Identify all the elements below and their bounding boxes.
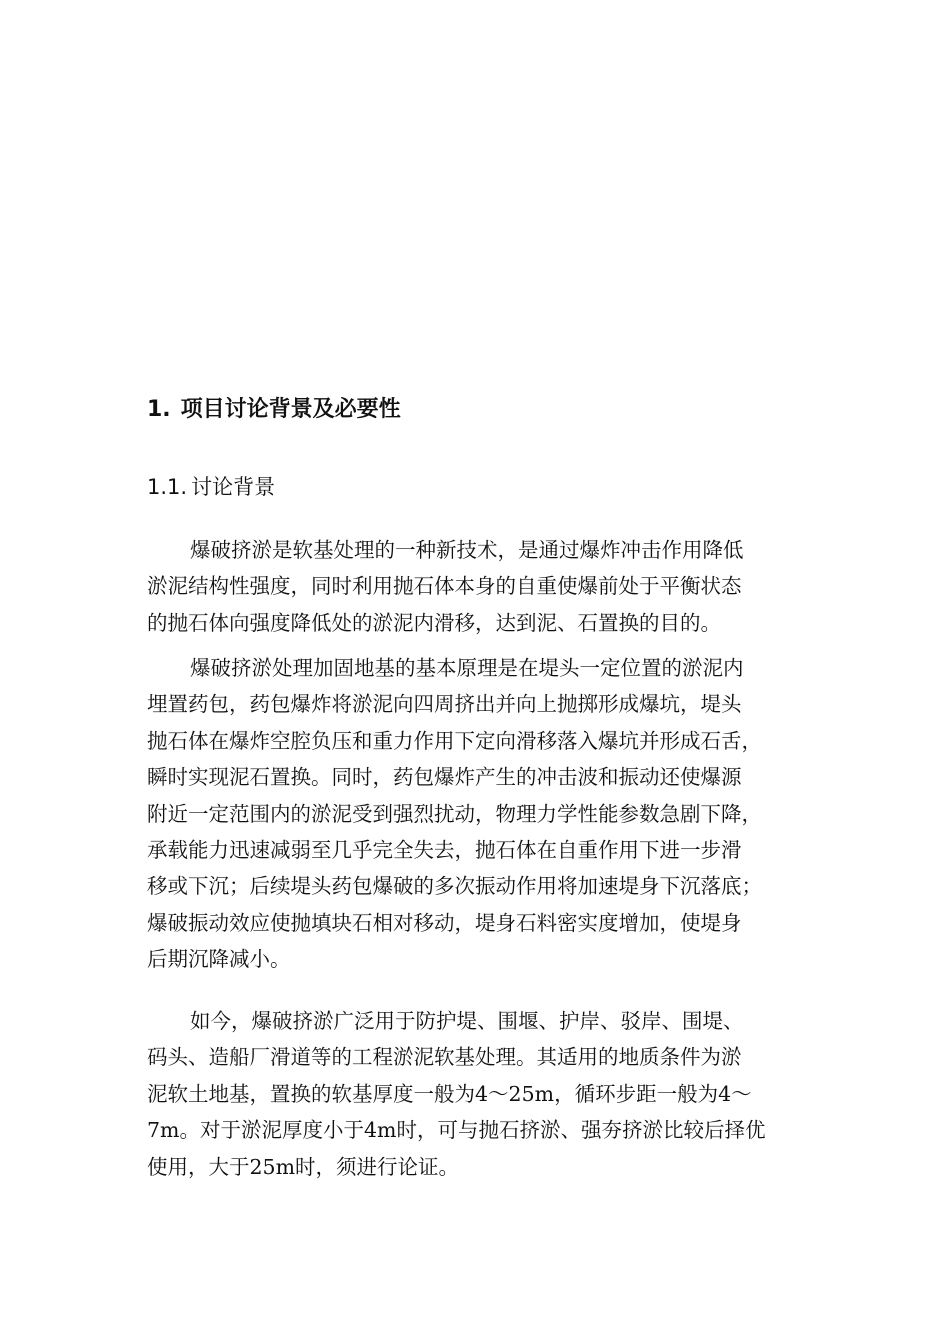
paragraph-line: 爆破挤淤处理加固地基的基本原理是在堤头一定位置的淤泥内 [190, 656, 744, 680]
paragraph-3 [147, 1003, 807, 1185]
paragraph-line: 使用，大于25m时，须进行论证。 [147, 1154, 460, 1179]
paragraph-line: 抛石体在爆炸空腔负压和重力作用下定向滑移落入爆坑并形成石舌， [147, 728, 762, 753]
subsection-number: 1.1. [147, 475, 188, 499]
paragraph-line: 爆破挤淤是软基处理的一种新技术，是通过爆炸冲击作用降低 [190, 538, 744, 562]
paragraph-line: 承载能力迅速减弱至几乎完全失去，抛石体在自重作用下进一步滑 [147, 837, 742, 862]
paragraph-line: 码头、造船厂滑道等的工程淤泥软基处理。其适用的地质条件为淤 [147, 1045, 742, 1070]
paragraph-line: 埋置药包，药包爆炸将淤泥向四周挤出并向上抛掷形成爆坑，堤头 [147, 692, 742, 717]
paragraph-line: 泥软土地基，置换的软基厚度一般为4～25m，循环步距一般为4～ [147, 1081, 752, 1106]
section-heading [147, 392, 401, 428]
paragraph-line: 爆破振动效应使抛填块石相对移动，堤身石料密实度增加，使堤身 [147, 910, 742, 935]
paragraph-line: 瞬时实现泥石置换。同时，药包爆炸产生的冲击波和振动还使爆源 [147, 765, 742, 790]
paragraph-line: 如今，爆破挤淤广泛用于防护堤、围堰、护岸、驳岸、围堤、 [190, 1009, 744, 1033]
paragraph-line: 移或下沉；后续堤头药包爆破的多次振动作用将加速堤身下沉落底； [147, 874, 762, 899]
paragraph-2 [147, 650, 807, 978]
section-title: 项目讨论背景及必要性 [180, 397, 401, 422]
section-number: 1. [147, 397, 171, 422]
paragraph-line: 7m。对于淤泥厚度小于4m时，可与抛石挤淤、强夯挤淤比较后择优 [147, 1118, 766, 1143]
paragraph-line: 后期沉降减小。 [147, 947, 291, 972]
paragraph-line: 附近一定范围内的淤泥受到强烈扰动，物理力学性能参数急剧下降， [147, 801, 762, 826]
paragraph-1 [147, 532, 807, 641]
paragraph-line: 的抛石体向强度降低处的淤泥内滑移，达到泥、石置换的目的。 [147, 610, 721, 635]
subsection-heading [147, 470, 275, 504]
subsection-title: 讨论背景 [191, 475, 276, 499]
paragraph-line: 淤泥结构性强度，同时利用抛石体本身的自重使爆前处于平衡状态 [147, 574, 742, 599]
